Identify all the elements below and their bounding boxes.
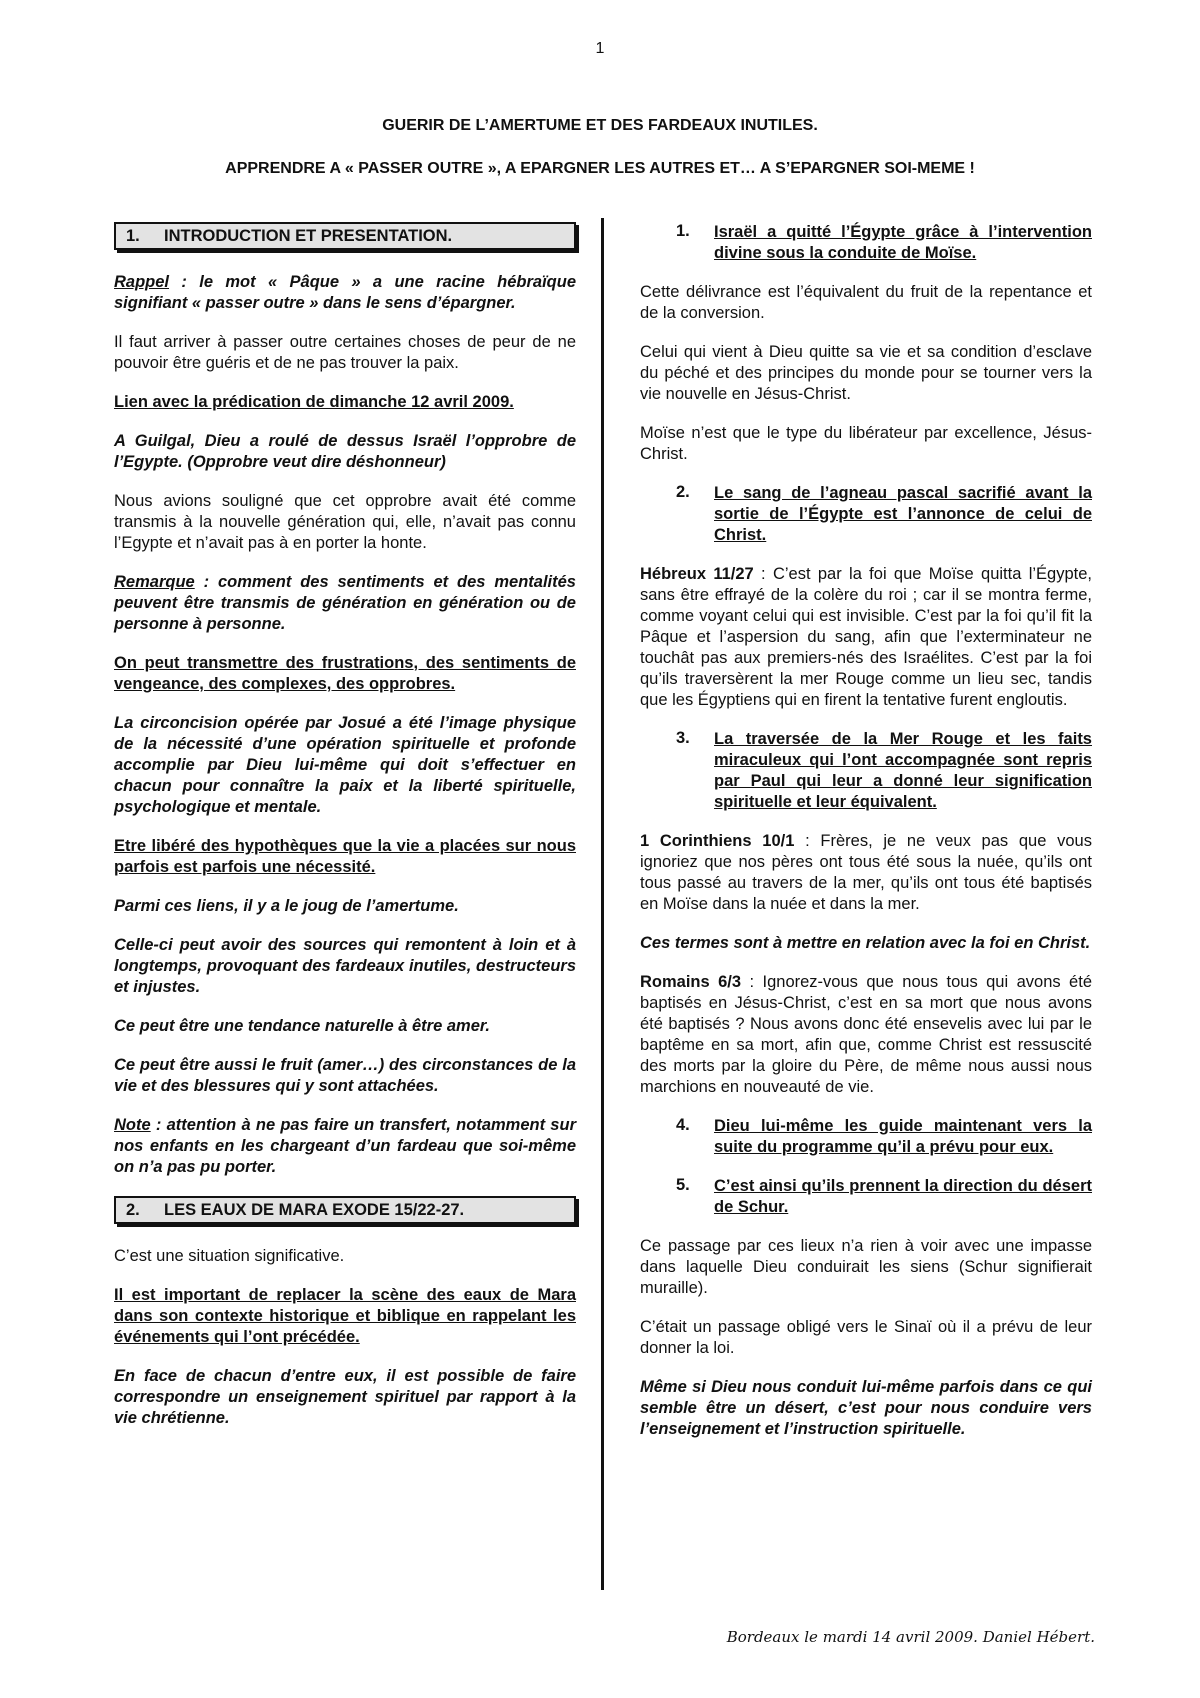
- scripture-reference: Romains 6/3: [640, 973, 742, 991]
- section-number: 2.: [126, 1201, 140, 1219]
- paragraph: Ces termes sont à mettre en relation avec la foi en Christ.: [640, 934, 1091, 952]
- rappel-label: Rappel: [114, 273, 170, 291]
- point-number: 4.: [676, 1116, 690, 1134]
- scripture-text: : Frères, je ne veux pas que vous ignoriez que nos pères ont tous été sous la nuée, qu’ils ont tous passé au travers de la mer, qu’ils ont tous été baptisés en Moïse dans la nuée et dans la mer.: [640, 832, 1092, 913]
- scripture-text: : C’est par la foi que Moïse quitta l’Égypte, sans être effrayé de la colère du roi ; car il se montra ferme, comme voyant celui qui est invisible. C’est par la foi qu’il fit la Pâque et l’aspersion du sang, afin que l’exterminateur ne touchât pas aux premiers-nés des Israélites. C’est par la foi qu’ils traversèrent la mer Rouge comme un lieu sec, tandis que les Égyptiens qui en firent la tentative furent engloutis.: [640, 565, 1092, 709]
- point-text: La traversée de la Mer Rouge et les faits miraculeux qui l’ont accompagnée sont repris par Paul qui leur a donné leur signification spirituelle et leur équivalent.: [714, 730, 1092, 811]
- paragraph: Parmi ces liens, il y a le joug de l’amertume.: [114, 897, 459, 915]
- paragraph: Même si Dieu nous conduit lui-même parfois dans ce qui semble être un désert, c’est pour nous conduire vers l’enseignement et l’instruction spirituelle.: [640, 1378, 1092, 1438]
- section-heading-mara: [114, 1196, 576, 1224]
- paragraph: Il est important de replacer la scène des eaux de Mara dans son contexte historique et biblique en rappelant les événements qui l’ont précédée.: [114, 1286, 576, 1346]
- scripture-quote: [640, 831, 1092, 915]
- paragraph: Etre libéré des hypothèques que la vie a placées sur nous parfois est parfois une nécessité.: [114, 837, 576, 876]
- section-number: 1.: [126, 227, 140, 245]
- right-column: [640, 222, 1092, 1458]
- point-number: 5.: [676, 1176, 690, 1194]
- paragraph: Moïse n’est que le type du libérateur par excellence, Jésus-Christ.: [640, 424, 1092, 463]
- paragraph: Ce peut être une tendance naturelle à être amer.: [114, 1017, 490, 1035]
- point-text: Israël a quitté l’Égypte grâce à l’intervention divine sous la conduite de Moïse.: [714, 223, 1092, 262]
- paragraph: Nous avions souligné que cet opprobre avait été comme transmis à la nouvelle génération qui, elle, n’avait pas connu l’Egypte et n’avait pas à en porter la honte.: [114, 492, 576, 552]
- paragraph: Il faut arriver à passer outre certaines choses de peur de ne pouvoir être guéris et de ne pas trouver la paix.: [114, 333, 576, 372]
- remarque-text: : comment des sentiments et des mentalités peuvent être transmis de génération en génération ou de personne à personne.: [114, 573, 576, 633]
- scripture-quote: [640, 564, 1092, 711]
- section-heading-introduction: [114, 222, 576, 250]
- paragraph: Celui qui vient à Dieu quitte sa vie et sa condition d’esclave du péché et des principes du monde pour se tourner vers la vie nouvelle en Jésus-Christ.: [640, 343, 1092, 403]
- paragraph: C’est une situation significative.: [114, 1247, 345, 1265]
- note-text: : attention à ne pas faire un transfert, notamment sur nos enfants en les chargeant d’un fardeau que soi-même on n’a pas pu porter.: [114, 1116, 576, 1176]
- point-number: 2.: [676, 483, 690, 501]
- paragraph: Celle-ci peut avoir des sources qui remontent à loin et à longtemps, provoquant des fardeaux inutiles, destructeurs et injustes.: [114, 936, 576, 996]
- scripture-reference: Hébreux 11/27: [640, 565, 754, 583]
- paragraph: La circoncision opérée par Josué a été l’image physique de la nécessité d’une opération spirituelle et profonde accomplie par Dieu lui-même qui doit s’effectuer en chacun pour connaître la paix et la liberté spirituelle, psychologique et mentale.: [114, 714, 576, 816]
- section-title: LES EAUX DE MARA EXODE 15/22-27.: [164, 1201, 465, 1219]
- scripture-reference: 1 Corinthiens 10/1: [640, 832, 795, 850]
- point-number: 1.: [676, 222, 690, 240]
- point-text: Dieu lui-même les guide maintenant vers la suite du programme qu’il a prévu pour eux.: [714, 1117, 1092, 1156]
- numbered-point: [640, 729, 1092, 813]
- remarque-label: Remarque: [114, 573, 195, 591]
- column-divider: [601, 218, 604, 1590]
- paragraph: Cette délivrance est l’équivalent du fruit de la repentance et de la conversion.: [640, 283, 1092, 322]
- document-subtitle: APPRENDRE A « PASSER OUTRE », A EPARGNER LES AUTRES ET… A S’EPARGNER SOI-MEME !: [225, 160, 975, 177]
- paragraph: En face de chacun d’entre eux, il est possible de faire correspondre un enseignement spirituel par rapport à la vie chrétienne.: [114, 1367, 576, 1427]
- document-title: GUERIR DE L’AMERTUME ET DES FARDEAUX INUTILES.: [382, 117, 818, 134]
- paragraph: A Guilgal, Dieu a roulé de dessus Israël l’opprobre de l’Egypte. (Opprobre veut dire déshonneur): [114, 432, 576, 471]
- numbered-point: [640, 222, 1092, 264]
- note-paragraph: [114, 1115, 576, 1178]
- rappel-text: : le mot « Pâque » a une racine hébraïque signifiant « passer outre » dans le sens d’épargner.: [114, 273, 576, 312]
- numbered-point: [640, 1116, 1092, 1158]
- point-text: Le sang de l’agneau pascal sacrifié avant la sortie de l’Égypte est l’annonce de celui de Christ.: [714, 484, 1092, 544]
- paragraph: Ce passage par ces lieux n’a rien à voir avec une impasse dans laquelle Dieu conduirait les siens (Schur signifierait muraille).: [640, 1237, 1092, 1297]
- footer-signature: Bordeaux le mardi 14 avril 2009. Daniel Hébert.: [726, 1628, 1095, 1646]
- page-number: 1: [595, 40, 605, 57]
- paragraph: Lien avec la prédication de dimanche 12 avril 2009.: [114, 393, 514, 411]
- paragraph: On peut transmettre des frustrations, des sentiments de vengeance, des complexes, des opprobres.: [114, 654, 576, 693]
- rappel-paragraph: [114, 272, 576, 314]
- numbered-point: [640, 1176, 1092, 1218]
- scripture-quote: [640, 972, 1092, 1098]
- point-text: C’est ainsi qu’ils prennent la direction du désert de Schur.: [714, 1177, 1092, 1216]
- point-number: 3.: [676, 729, 690, 747]
- numbered-point: [640, 483, 1092, 546]
- paragraph: Ce peut être aussi le fruit (amer…) des circonstances de la vie et des blessures qui y sont attachées.: [114, 1056, 576, 1095]
- note-label: Note: [114, 1116, 151, 1134]
- left-column: [114, 222, 576, 1447]
- paragraph: C’était un passage obligé vers le Sinaï où il a prévu de leur donner la loi.: [640, 1318, 1092, 1357]
- remarque-paragraph: [114, 572, 576, 635]
- section-title: INTRODUCTION ET PRESENTATION.: [164, 227, 453, 245]
- scripture-text: : Ignorez-vous que nous tous qui avons été baptisés en Jésus-Christ, c’est en sa mort que nous avons été baptisés ? Nous avons donc été ensevelis avec lui par le baptême en sa mort, afin que, comme Christ est ressuscité des morts par la gloire du Père, de même nous aussi nous marchions en nouveauté de vie.: [640, 973, 1092, 1096]
